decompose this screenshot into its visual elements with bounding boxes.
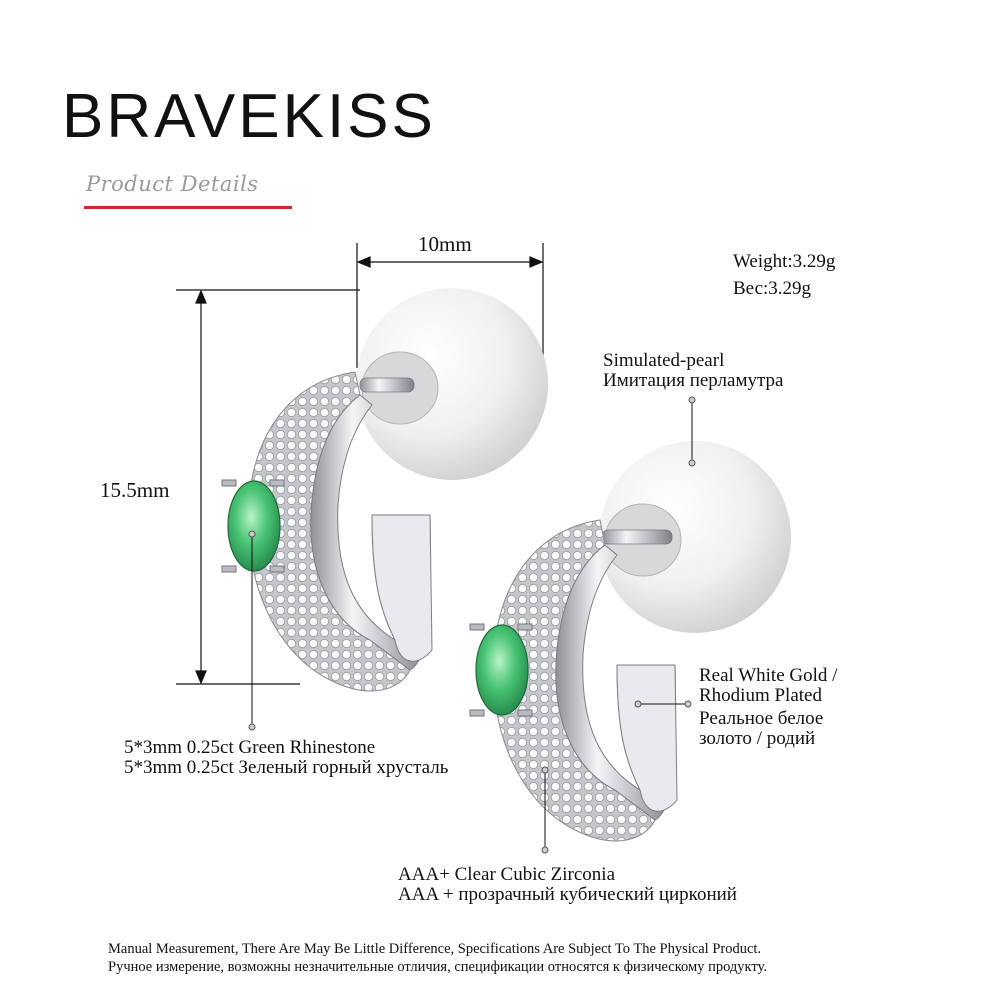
- pearl-label-en: Simulated-pearl: [603, 350, 725, 371]
- width-label: 10mm: [418, 232, 472, 256]
- disclaimer-en: Manual Measurement, There Are May Be Little Difference, Specifications Are Subject To The Physical Product.: [108, 941, 762, 957]
- metal-label-en-1: Real White Gold /: [699, 665, 838, 686]
- stone-label-ru: 5*3mm 0.25ct Зеленый горный хрусталь: [124, 757, 449, 778]
- brand-logo: BRAVEKISS: [62, 82, 436, 151]
- zirconia-label-en: AAA+ Clear Cubic Zirconia: [398, 864, 616, 885]
- metal-label-ru-1: Реальное белое: [699, 708, 824, 729]
- height-label: 15.5mm: [100, 478, 170, 502]
- pearl-label-ru: Имитация перламутра: [603, 370, 784, 391]
- zirconia-label-ru: AAA + прозрачный кубический цирконий: [398, 884, 737, 905]
- disclaimer-ru: Ручное измерение, возможны незначительные отличия, спецификации относятся к физическому продукту.: [108, 959, 767, 975]
- earring-right: [470, 441, 791, 841]
- metal-label-en-2: Rhodium Plated: [699, 685, 822, 706]
- weight-en: Weight:3.29g: [733, 251, 836, 272]
- stone-label-en: 5*3mm 0.25ct Green Rhinestone: [124, 737, 376, 758]
- product-details-heading: Product Details: [86, 172, 259, 196]
- disclaimer: [108, 940, 767, 976]
- weight-ru: Вес:3.29g: [733, 278, 812, 299]
- metal-label-ru-2: золото / родий: [699, 728, 816, 749]
